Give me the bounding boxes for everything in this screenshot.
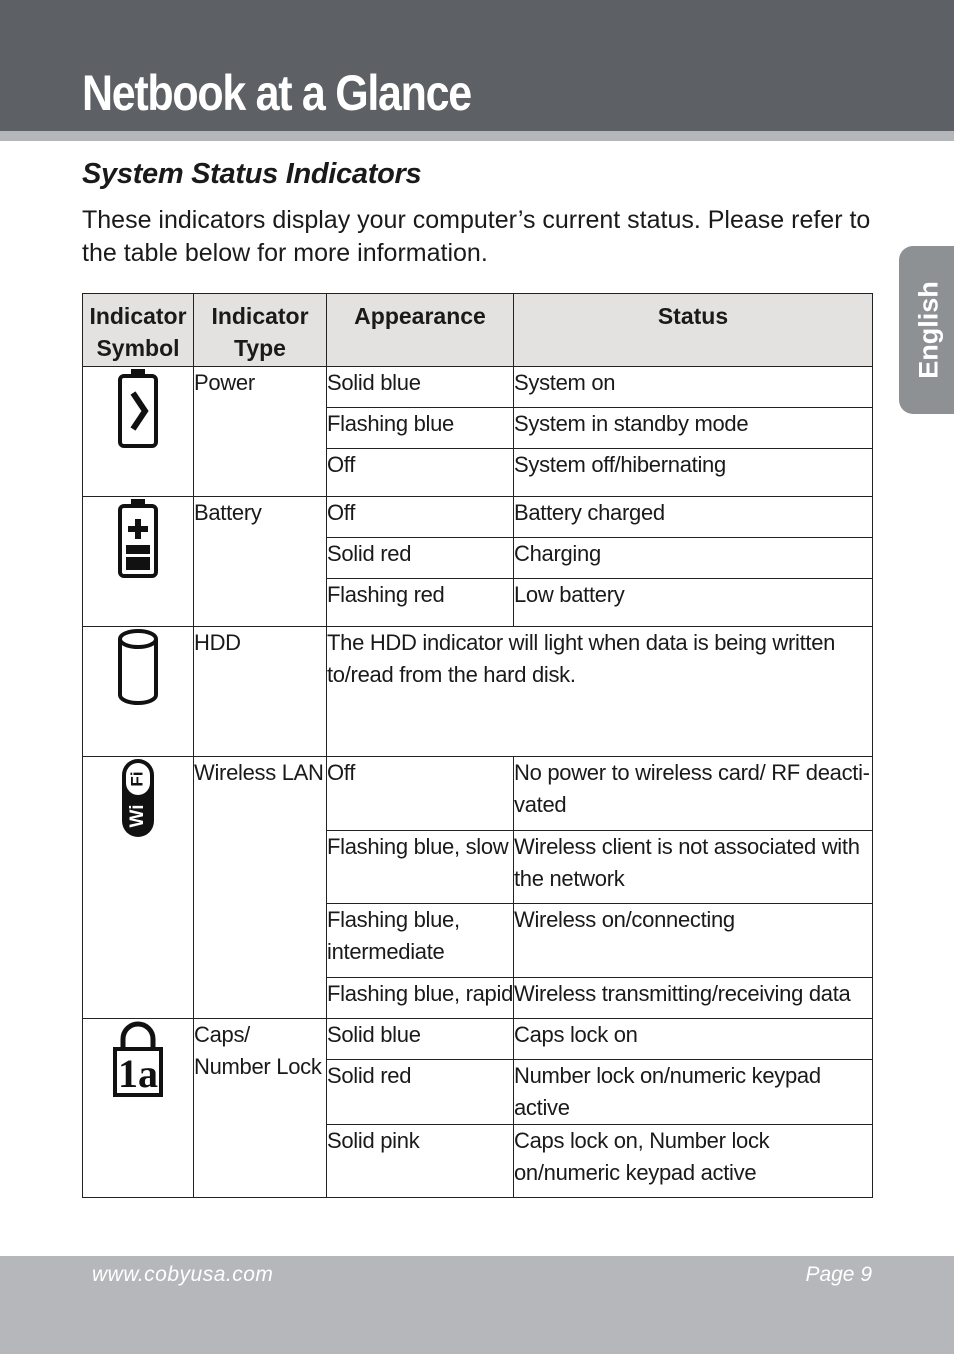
status-cell: Caps lock on [514, 1019, 873, 1060]
hdd-symbol-cell [83, 627, 194, 757]
appearance-cell: Solid red [327, 1060, 514, 1125]
caps-lock-icon-text: 1a [118, 1051, 158, 1096]
appearance-cell: Flashing blue, intermediate [327, 904, 514, 978]
battery-icon [116, 497, 160, 579]
caps-lock-icon [111, 1019, 165, 1099]
footer-url: www.cobyusa.com [92, 1263, 274, 1286]
appearance-cell: Off [327, 497, 514, 538]
hdd-description: The HDD indicator will light when data is being written to/read from the hard disk. [327, 627, 873, 757]
wifi-icon-wi-text: Wi [127, 804, 149, 828]
table-row [83, 1019, 873, 1060]
table-row [83, 757, 873, 831]
status-cell: Battery charged [514, 497, 873, 538]
appearance-cell: Off [327, 449, 514, 497]
status-cell: System on [514, 367, 873, 408]
hdd-icon [116, 627, 160, 707]
appearance-cell: Solid blue [327, 367, 514, 408]
power-symbol-cell [83, 367, 194, 497]
language-tab [899, 246, 954, 414]
appearance-cell: Flashing blue, slow [327, 831, 514, 904]
appearance-cell: Solid pink [327, 1125, 514, 1198]
status-indicator-table [82, 293, 873, 1198]
language-tab-label: English [913, 281, 944, 379]
status-cell: Low battery [514, 579, 873, 627]
appearance-cell: Off [327, 757, 514, 831]
status-cell: Wireless on/connecting [514, 904, 873, 978]
status-cell: Charging [514, 538, 873, 579]
status-cell: Caps lock on, Number lock on/numeric keypad active [514, 1125, 873, 1198]
table-header-row [83, 294, 873, 367]
status-cell: System in standby mode [514, 408, 873, 449]
page-title: Netbook at a Glance [82, 65, 471, 121]
caps-symbol-cell [83, 1019, 194, 1198]
status-cell: Number lock on/numeric keypad active [514, 1060, 873, 1125]
table-row [83, 497, 873, 538]
table-row [83, 627, 873, 757]
table-row [83, 367, 873, 408]
status-cell: Wireless client is not associated with the network [514, 831, 873, 904]
wlan-symbol-cell [83, 757, 194, 1019]
wifi-icon-fi-text: Fi [127, 771, 147, 787]
wifi-icon [120, 757, 156, 839]
intro-paragraph: These indicators display your computer’s current status. Please refer to the table below for more information. [82, 206, 871, 267]
header-indicator-symbol: Indicator Symbol [83, 294, 194, 367]
type-hdd: HDD [194, 627, 327, 757]
type-wireless-lan: Wireless LAN [194, 757, 327, 1019]
status-cell: Wireless transmitting/receiving data [514, 978, 873, 1019]
page-number: Page 9 [805, 1263, 872, 1286]
type-power: Power [194, 367, 327, 497]
type-caps-number-lock: Caps/ Number Lock [194, 1019, 327, 1198]
appearance-cell: Flashing blue, rapid [327, 978, 514, 1019]
status-cell: No power to wireless card/ RF deacti-vated [514, 757, 873, 831]
type-battery: Battery [194, 497, 327, 627]
appearance-cell: Flashing blue [327, 408, 514, 449]
appearance-cell: Solid blue [327, 1019, 514, 1060]
header-stripe [0, 131, 954, 141]
section-title: System Status Indicators [82, 158, 422, 190]
power-icon [116, 367, 160, 449]
header-appearance: Appearance [327, 294, 514, 367]
status-cell: System off/hibernating [514, 449, 873, 497]
appearance-cell: Solid red [327, 538, 514, 579]
appearance-cell: Flashing red [327, 579, 514, 627]
header-indicator-type: Indicator Type [194, 294, 327, 367]
battery-symbol-cell [83, 497, 194, 627]
header-status: Status [514, 294, 873, 367]
